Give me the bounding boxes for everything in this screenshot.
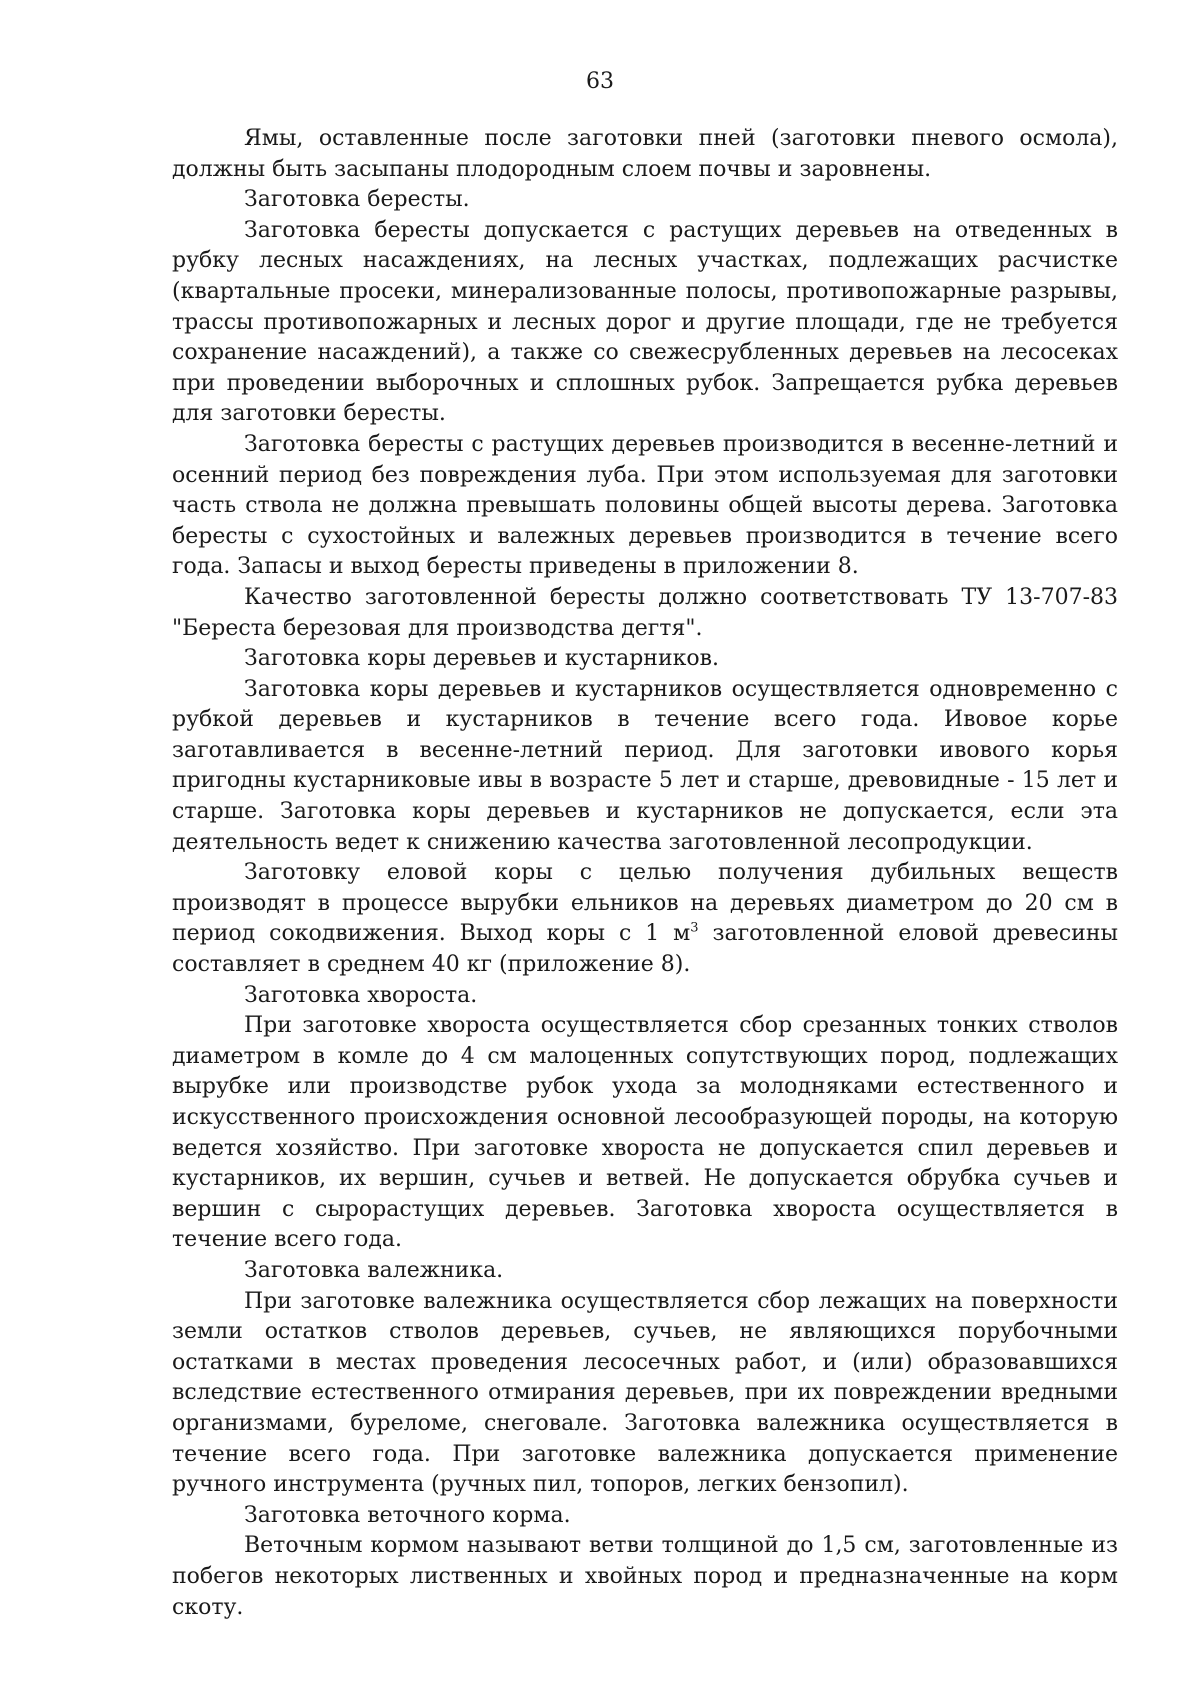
heading-birch-bark: Заготовка бересты. (244, 187, 470, 213)
page-number: 63 (586, 69, 614, 94)
heading-deadwood: Заготовка валежника. (244, 1257, 504, 1283)
spruce-bark-text-b: заготовленной еловой древесины составляет в среднем 40 кг (приложение 8). (172, 921, 1118, 978)
paragraph-brushwood: При заготовке хвороста осуществляется сбор срезанных тонких стволов диаметром в комле до 4 см малоценных сопутствующих пород, подлежащих вырубке или производстве рубок ухода за молодняками естественного и искусственного происхождения основной лесообразующей породы, на которую ведется хозяйство. При заготовке хвороста не допускается спил деревьев и кустарников, их вершин, сучьев и ветвей. Не допускается обрубка сучьев и вершин с сырорастущих деревьев. Заготовка хвороста осуществляется в течение всего года. (172, 1013, 1118, 1253)
paragraph-birch-bark-quality: Качество заготовленной бересты должно соответствовать ТУ 13-707-83 "Береста березовая для производства дегтя". (172, 584, 1118, 641)
heading-branch-feed: Заготовка веточного корма. (244, 1502, 571, 1528)
paragraph-birch-bark-allowed: Заготовка бересты допускается с растущих деревьев на отведенных в рубку лесных насаждениях, на лесных участках, подлежащих расчистке (квартальные просеки, минерализованные полосы, противопожарные разрывы, трассы противопожарных и лесных дорог и другие площади, где не требуется сохранение насаждений), а также со свежесрубленных деревьев на лесосеках при проведении выборочных и сплошных рубок. Запрещается рубка деревьев для заготовки бересты. (172, 217, 1118, 427)
paragraph-pits: Ямы, оставленные после заготовки пней (заготовки пневого осмола), должны быть засыпаны плодородным слоем почвы и заровнены. (172, 126, 1118, 182)
heading-brushwood: Заготовка хвороста. (244, 982, 478, 1008)
paragraph-birch-bark-season: Заготовка бересты с растущих деревьев производится в весенне-летний и осенний период без повреждения луба. При этом используемая для заготовки часть ствола не должна превышать половины общей высоты дерева. Заготовка бересты с сухостойных и валежных деревьев производится в течение всего года. Запасы и выход бересты приведены в приложении 8. (172, 431, 1118, 580)
document-body (172, 124, 1118, 1623)
paragraph-spruce-bark (172, 858, 1118, 980)
paragraph-deadwood: При заготовке валежника осуществляется сбор лежащих на поверхности земли остатков стволов деревьев, сучьев, не являющихся порубочными остатками в местах проведения лесосечных работ, и (или) образовавшихся вследствие естественного отмирания деревьев, при их повреждении вредными организмами, буреломе, снеговале. Заготовка валежника осуществляется в течение всего года. При заготовке валежника допускается применение ручного инструмента (ручных пил, топоров, легких бензопил). (172, 1288, 1118, 1498)
paragraph-bark-harvest: Заготовка коры деревьев и кустарников осуществляется одновременно с рубкой деревьев и кустарников в течение всего года. Ивовое корье заготавливается в весенне-летний период. Для заготовки ивового корья пригодны кустарниковые ивы в возрасте 5 лет и старше, древовидные - 15 лет и старше. Заготовка коры деревьев и кустарников не допускается, если эта деятельность ведет к снижению качества заготовленной лесопродукции. (172, 676, 1118, 855)
cubic-superscript: 3 (690, 921, 699, 937)
spruce-bark-text-a: Заготовку еловой коры с целью получения дубильных веществ производят в процессе вырубки ельников на деревьях диаметром до 20 см в период сокодвижения. Выход коры с 1 м (172, 860, 1118, 947)
heading-bark: Заготовка коры деревьев и кустарников. (244, 646, 720, 672)
paragraph-branch-feed: Веточным кормом называют ветви толщиной до 1,5 см, заготовленные из побегов некоторых лиственных и хвойных пород и предназначенные на корм скоту. (172, 1533, 1118, 1620)
